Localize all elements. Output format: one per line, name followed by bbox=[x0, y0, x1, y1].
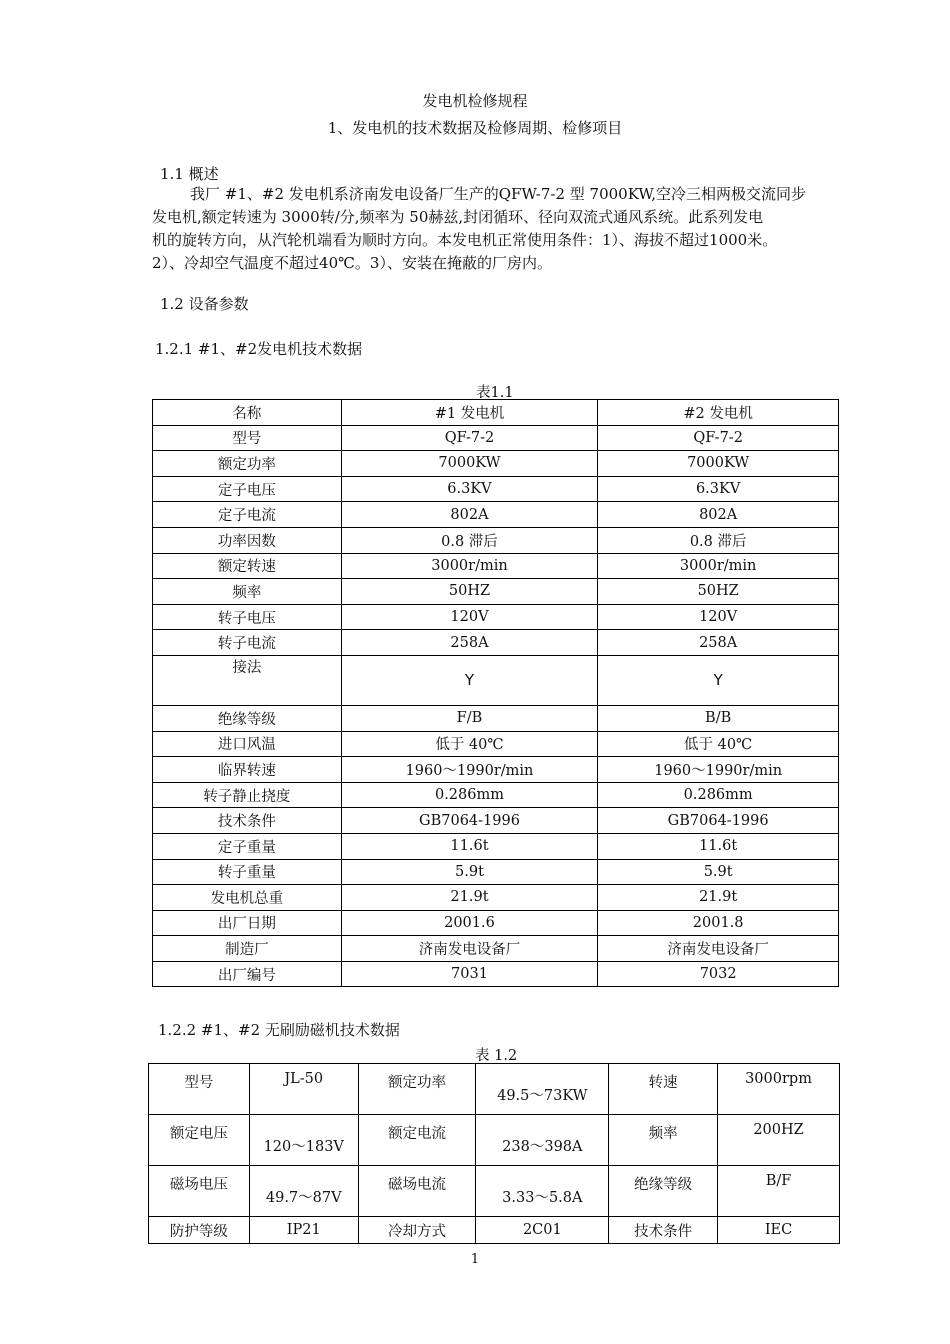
table-cell: 磁场电压 bbox=[149, 1166, 250, 1217]
exciter-data-table bbox=[148, 1063, 840, 1244]
paragraph-line: 机的旋转方向，从汽轮机端看为顺时方向。本发电机正常使用条件：1）、海拔不超过1000米。 bbox=[152, 231, 778, 249]
table-cell: 802A bbox=[341, 502, 598, 528]
table-cell: 7031 bbox=[341, 961, 598, 987]
table-cell: 120V bbox=[598, 604, 839, 630]
table-row bbox=[153, 527, 839, 553]
table-cell: 2001.6 bbox=[341, 910, 598, 936]
table-cell: 5.9t bbox=[341, 859, 598, 885]
table-cell: 额定电压 bbox=[149, 1115, 250, 1166]
table-header-row bbox=[153, 400, 839, 426]
table-row bbox=[153, 757, 839, 783]
table1-caption: 表1.1 bbox=[476, 385, 514, 401]
table-cell: 额定功率 bbox=[358, 1064, 476, 1115]
table-row bbox=[153, 859, 839, 885]
table-cell: 济南发电设备厂 bbox=[598, 936, 839, 962]
table-row bbox=[153, 833, 839, 859]
table-cell: 0.286mm bbox=[341, 782, 598, 808]
table-cell: QF-7-2 bbox=[598, 425, 839, 451]
table-row bbox=[153, 502, 839, 528]
table-cell: IP21 bbox=[249, 1217, 358, 1244]
table-cell: 频率 bbox=[153, 579, 342, 605]
table-cell: 低于 40℃ bbox=[598, 731, 839, 757]
table-row bbox=[153, 885, 839, 911]
page-number: 1 bbox=[470, 1252, 480, 1267]
table-cell: IEC bbox=[718, 1217, 840, 1244]
table-cell: 接法 bbox=[153, 655, 342, 705]
table-cell: 技术条件 bbox=[153, 808, 342, 834]
table-cell: 120V bbox=[341, 604, 598, 630]
table-cell: 21.9t bbox=[341, 885, 598, 911]
table-cell: 50HZ bbox=[341, 579, 598, 605]
table-row bbox=[149, 1217, 840, 1244]
paragraph-line: 发电机,额定转速为 3000转/分,频率为 50赫兹,封闭循环、径向双流式通风系统。此系列发电 bbox=[152, 208, 764, 226]
table-row bbox=[153, 705, 839, 731]
table-cell: 200HZ bbox=[718, 1115, 840, 1166]
table-cell: 2C01 bbox=[476, 1217, 609, 1244]
table-cell: 7000KW bbox=[598, 451, 839, 477]
table-cell: 济南发电设备厂 bbox=[341, 936, 598, 962]
table-cell: 额定电流 bbox=[358, 1115, 476, 1166]
table-cell: JL-50 bbox=[249, 1064, 358, 1115]
table-cell: 转子电压 bbox=[153, 604, 342, 630]
table-header-cell: 名称 bbox=[153, 400, 342, 426]
table-row bbox=[153, 553, 839, 579]
table-cell: B/F bbox=[718, 1166, 840, 1217]
table-cell: 3000rpm bbox=[718, 1064, 840, 1115]
table-cell: 功率因数 bbox=[153, 527, 342, 553]
table-cell: Y bbox=[598, 655, 839, 705]
table-cell: 绝缘等级 bbox=[153, 705, 342, 731]
table-row bbox=[153, 630, 839, 656]
table-cell: 出厂日期 bbox=[153, 910, 342, 936]
table-cell: 3000r/min bbox=[341, 553, 598, 579]
table-cell: 发电机总重 bbox=[153, 885, 342, 911]
table-cell: 7032 bbox=[598, 961, 839, 987]
table-header-cell: #2 发电机 bbox=[598, 400, 839, 426]
table-cell: 转速 bbox=[609, 1064, 718, 1115]
table-cell: 7000KW bbox=[341, 451, 598, 477]
table-cell: 802A bbox=[598, 502, 839, 528]
table-cell: 定子重量 bbox=[153, 833, 342, 859]
table-row bbox=[153, 936, 839, 962]
table-row bbox=[149, 1064, 840, 1115]
table-cell: 3.33～5.8A bbox=[476, 1166, 609, 1217]
table-row bbox=[153, 579, 839, 605]
table-cell: 11.6t bbox=[341, 833, 598, 859]
table-cell: 定子电压 bbox=[153, 476, 342, 502]
table-cell: 额定转速 bbox=[153, 553, 342, 579]
paragraph-line: 我厂 #1、#2 发电机系济南发电设备厂生产的QFW-7-2 型 7000KW,空冷三相两极交流同步 bbox=[190, 185, 806, 203]
table-cell: 50HZ bbox=[598, 579, 839, 605]
table-cell: 磁场电流 bbox=[358, 1166, 476, 1217]
table-cell: 定子电流 bbox=[153, 502, 342, 528]
generator-data-table bbox=[152, 399, 839, 987]
table2-caption: 表 1.2 bbox=[475, 1048, 518, 1064]
document-subtitle: 1、发电机的技术数据及检修周期、检修项目 bbox=[327, 119, 623, 137]
table-cell: B/B bbox=[598, 705, 839, 731]
table-cell: 临界转速 bbox=[153, 757, 342, 783]
table-cell: 238～398A bbox=[476, 1115, 609, 1166]
table-cell: 11.6t bbox=[598, 833, 839, 859]
table-cell: QF-7-2 bbox=[341, 425, 598, 451]
table-cell: 21.9t bbox=[598, 885, 839, 911]
table-cell: 低于 40℃ bbox=[341, 731, 598, 757]
section-heading-1-1: 1.1 概述 bbox=[160, 165, 219, 183]
table-cell: Y bbox=[341, 655, 598, 705]
table-cell: 5.9t bbox=[598, 859, 839, 885]
table-row bbox=[153, 910, 839, 936]
paragraph-line: 2）、冷却空气温度不超过40℃。3）、安装在掩蔽的厂房内。 bbox=[152, 254, 552, 272]
table-row bbox=[153, 476, 839, 502]
table-row bbox=[153, 604, 839, 630]
table-cell: 1960～1990r/min bbox=[598, 757, 839, 783]
table-row bbox=[153, 451, 839, 477]
table-row bbox=[153, 961, 839, 987]
table-cell: 额定功率 bbox=[153, 451, 342, 477]
table-cell: 6.3KV bbox=[341, 476, 598, 502]
table-row bbox=[153, 808, 839, 834]
table-cell: F/B bbox=[341, 705, 598, 731]
table-row bbox=[149, 1115, 840, 1166]
table-cell: 258A bbox=[598, 630, 839, 656]
table-cell: 3000r/min bbox=[598, 553, 839, 579]
table-cell: 防护等级 bbox=[149, 1217, 250, 1244]
table-cell: 120～183V bbox=[249, 1115, 358, 1166]
document-title: 发电机检修规程 bbox=[422, 92, 528, 110]
section-heading-1-2: 1.2 设备参数 bbox=[160, 295, 249, 313]
table-cell: 258A bbox=[341, 630, 598, 656]
table-cell: 出厂编号 bbox=[153, 961, 342, 987]
table-cell: 49.7～87V bbox=[249, 1166, 358, 1217]
table-cell: 2001.8 bbox=[598, 910, 839, 936]
table-cell: 0.8 滞后 bbox=[341, 527, 598, 553]
table-cell: 制造厂 bbox=[153, 936, 342, 962]
table-cell: 0.286mm bbox=[598, 782, 839, 808]
section-heading-1-2-2: 1.2.2 #1、#2 无刷励磁机技术数据 bbox=[158, 1021, 400, 1039]
table-cell: 转子电流 bbox=[153, 630, 342, 656]
table-cell: 进口风温 bbox=[153, 731, 342, 757]
table-cell: 0.8 滞后 bbox=[598, 527, 839, 553]
table-cell: GB7064-1996 bbox=[341, 808, 598, 834]
table-row bbox=[153, 782, 839, 808]
table-cell: 转子静止挠度 bbox=[153, 782, 342, 808]
table-cell: 频率 bbox=[609, 1115, 718, 1166]
table-cell: 型号 bbox=[149, 1064, 250, 1115]
table-cell: 转子重量 bbox=[153, 859, 342, 885]
table-row bbox=[153, 731, 839, 757]
table-cell: 冷却方式 bbox=[358, 1217, 476, 1244]
table-cell: 1960～1990r/min bbox=[341, 757, 598, 783]
table-row bbox=[149, 1166, 840, 1217]
table-cell: 型号 bbox=[153, 425, 342, 451]
table-cell: GB7064-1996 bbox=[598, 808, 839, 834]
table-header-cell: #1 发电机 bbox=[341, 400, 598, 426]
section-heading-1-2-1: 1.2.1 #1、#2发电机技术数据 bbox=[155, 340, 363, 358]
table-cell: 6.3KV bbox=[598, 476, 839, 502]
table-row bbox=[153, 425, 839, 451]
table-cell: 49.5～73KW bbox=[476, 1064, 609, 1115]
table-row bbox=[153, 655, 839, 705]
table-cell: 技术条件 bbox=[609, 1217, 718, 1244]
table-cell: 绝缘等级 bbox=[609, 1166, 718, 1217]
